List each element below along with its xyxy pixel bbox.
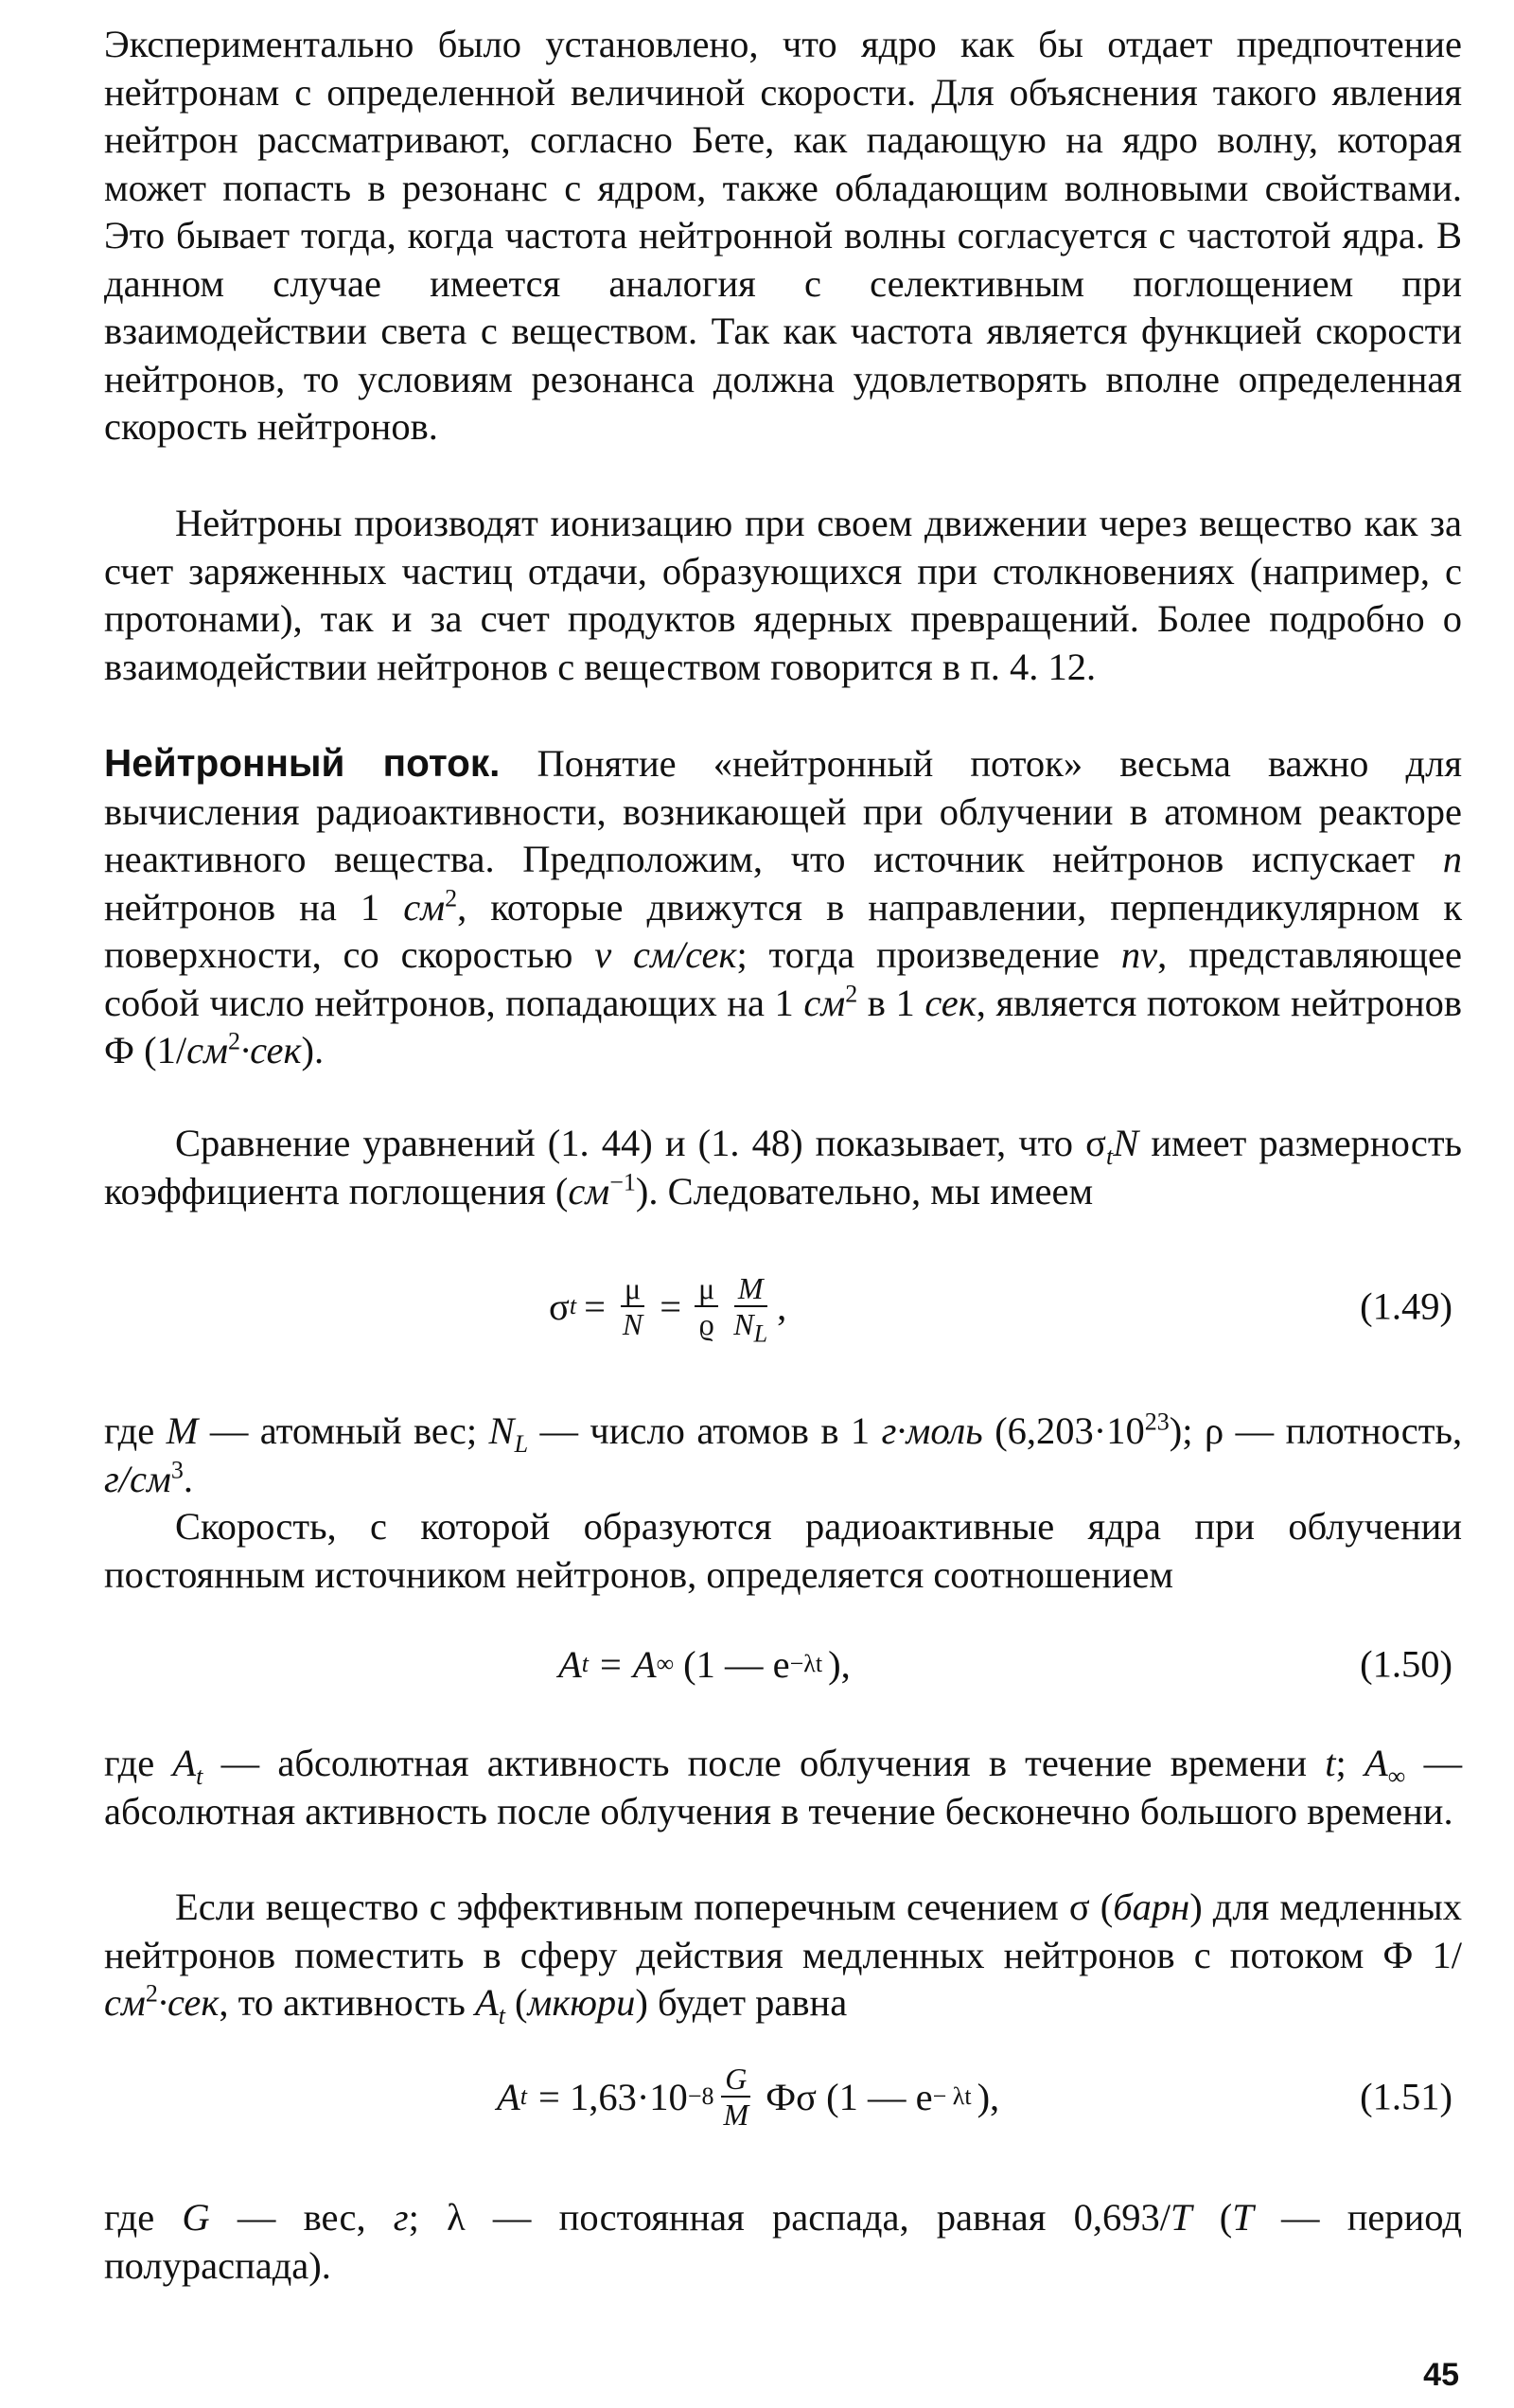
paragraph-neutron-flux: Нейтронный поток. Понятие «нейтронный поток» весьма важно для вычисления радиоактивности, возникающей при облучении в атомном реакторе неактивного вещества. Предположим, что источник нейтронов испускает n нейтронов на 1 $см^2$, которые движутся в направлении, перпендикулярном к поверхности, со скоростью v см/сек; тогда произведение nv, представляющее собой число нейтронов, попадающих на 1 $см^2$ в 1 сек, является потоком нейтронов Ф $(1/см^2\cdot сек)$. <box>104 741 1463 1071</box>
equation-number: (1.51) <box>1360 2075 1452 2118</box>
paragraph-where-G: где G — вес, г; λ — постоянная распада, равная 0,693/T (T — период полураспада). <box>104 2196 1462 2287</box>
paragraph-ionization: Нейтроны производят ионизацию при своем движении через вещество как за счет заряженных частиц отдачи, образующихся при столкновениях (например, с протонами), так и за счет продуктов ядерных превращений. Более подробно о взаимодействии нейтронов с веществом говорится в п. 4. 12. <box>104 502 1462 688</box>
paragraph-comparison: Сравнение уравнений (1. 44) и (1. 48) показывает, что $\sigma_tN$ имеет размерность коэффициента поглощения $(см^{-1})$. Следовательно, мы имеем <box>104 1122 1462 1213</box>
paragraph-resonance: Экспериментально было установлено, что ядро как бы отдает предпочтение нейтронам с определенной величиной скорости. Для объяснения такого явления нейтрон рассматривают, согласно Бете, как падающую на ядро волну, которая может попасть в резонанс с ядром, также обладающим волновыми свойствами. Это бывает тогда, когда частота нейтронной волны согласуется с частотой ядра. В данном случае имеется аналогия с селективным поглощением при взаимодействии света с веществом. Так как частота является функцией скорости нейтронов, то условиям резонанса должна удовлетворять вполне определенная скорость нейтронов. <box>104 23 1462 448</box>
paragraph-cross-section: Если вещество с эффективным поперечным сечением σ (барн) для медленных нейтронов поместить в сферу действия медленных нейтронов с потоком Ф $1/см^2\cdot сек$, то активность $A_t$ (мкюри) будет равна <box>104 1886 1462 2030</box>
equation-1-49: σ t = $\frac{\mu}{N}$ = $\frac{\mu}{ϱ}$ $\frac{M}{N_L}$ , (1.49) <box>549 1271 1452 1348</box>
paragraph-rate: Скорость, с которой образуются радиоактивные ядра при облучении постоянным источником нейтронов, определяется соотношением <box>104 1505 1462 1596</box>
section-heading: Нейтронный поток. <box>104 741 501 785</box>
equation-number: (1.49) <box>1360 1284 1452 1328</box>
paragraph-where-M: где M — атомный вес; $N_L$ — число атомов в 1 г·моль $(6,203\cdot 10^{23})$; ρ — плотность, $г/см^3$. <box>104 1408 1463 1500</box>
equation-1-50: A t = A ∞ (1 — e −λt ), (1.50) <box>558 1642 1452 1686</box>
equation-1-51: A t = 1,63·10 −8 $\frac{G}{M}$ Фσ (1 — e − λt ), (1.51) <box>497 2062 1452 2132</box>
equation-number: (1.50) <box>1360 1642 1452 1686</box>
paragraph-where-At: где $A_t$ — абсолютная активность после облучения в течение времени t; $A_\infty$ — абсолютная активность после облучения в течение бесконечно большого времени. <box>104 1742 1463 1833</box>
page-number: 45 <box>1423 2357 1459 2393</box>
